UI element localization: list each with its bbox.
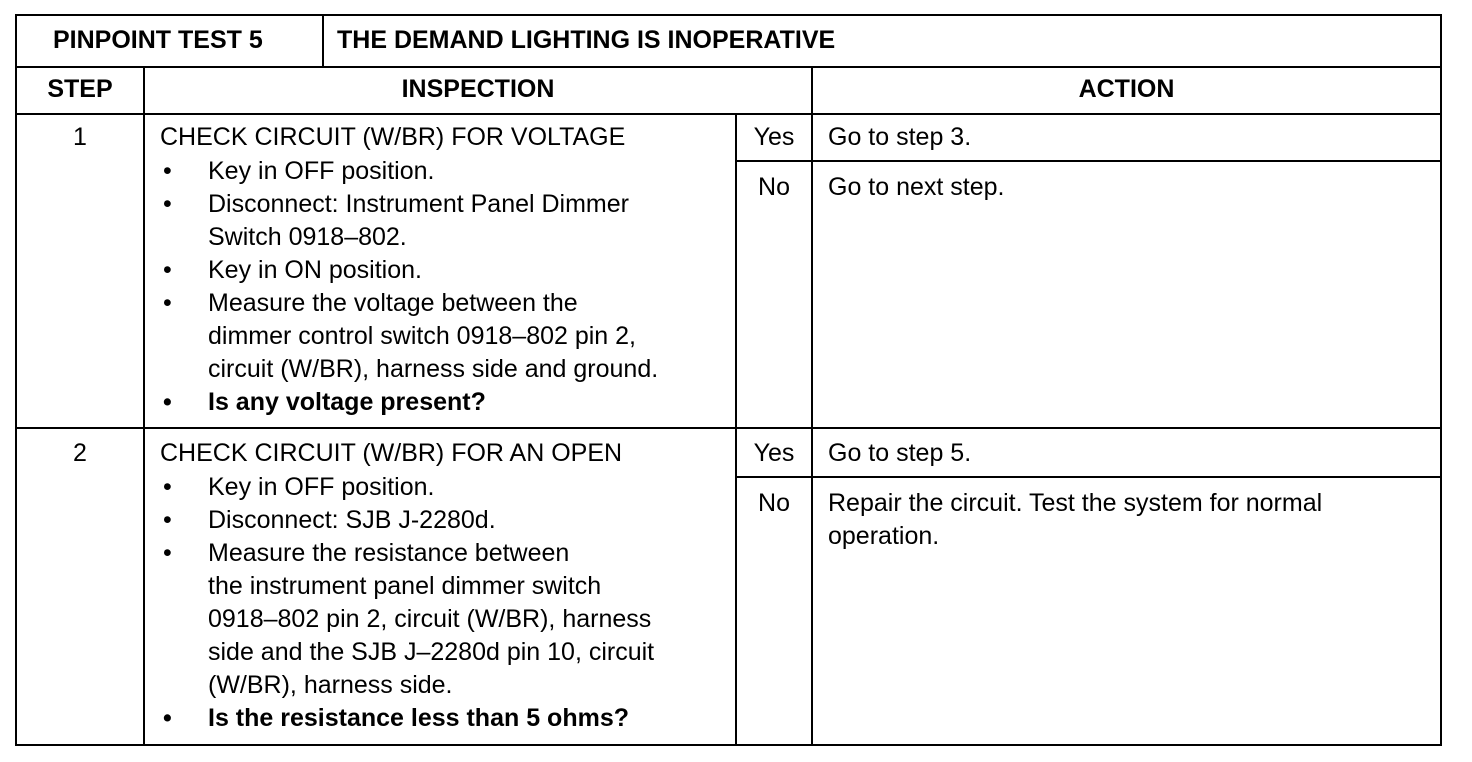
bullet-icon: • xyxy=(163,539,172,567)
bullet-icon: • xyxy=(163,506,172,534)
step-heading: CHECK CIRCUIT (W/BR) FOR AN OPEN xyxy=(160,439,623,467)
no-action: Go to next step. xyxy=(828,173,1005,201)
list-item: • Key in OFF position. xyxy=(160,471,654,504)
no-action: Repair the circuit. Test the system for normal operation. xyxy=(828,489,1323,550)
column-header-action: ACTION xyxy=(1078,75,1175,103)
inspection-list xyxy=(160,471,654,735)
yes-label: Yes xyxy=(753,439,795,467)
rule-yesno-column xyxy=(735,113,737,746)
rule-step1-yes-no xyxy=(735,160,1442,162)
yes-action: Go to step 5. xyxy=(828,439,972,467)
step-number: 1 xyxy=(73,123,87,151)
list-item-question: • Is any voltage present? xyxy=(160,386,658,419)
list-item: • Disconnect: SJB J-2280d. xyxy=(160,504,654,537)
bullet-icon: • xyxy=(163,473,172,501)
rule-action-column xyxy=(811,66,813,746)
rule-bottom xyxy=(15,744,1442,746)
list-item: • Measure the resistance between the instrument panel dimmer switch 0918–802 pin 2, circuit (W/BR), harness side and the SJB J–2280d pin 10, circuit (W/BR), harness side. xyxy=(163,539,655,699)
list-item: • Disconnect: Instrument Panel Dimmer Switch 0918–802. xyxy=(163,190,629,251)
rule-top xyxy=(15,14,1442,16)
list-item: • Key in ON position. xyxy=(160,254,658,287)
bullet-icon: • xyxy=(163,157,172,185)
rule-right xyxy=(1440,14,1442,746)
bullet-icon: • xyxy=(163,256,172,284)
bullet-icon: • xyxy=(163,704,172,732)
no-label: No xyxy=(758,173,790,201)
bullet-icon: • xyxy=(163,289,172,317)
list-item: • Key in OFF position. xyxy=(160,155,658,188)
inspection-list xyxy=(160,155,658,419)
column-header-inspection: INSPECTION xyxy=(401,75,555,103)
test-title: THE DEMAND LIGHTING IS INOPERATIVE xyxy=(337,26,836,54)
test-id: PINPOINT TEST 5 xyxy=(53,26,263,54)
step-number: 2 xyxy=(73,439,87,467)
rule-header-bottom xyxy=(15,66,1442,68)
rule-header-split xyxy=(322,14,324,68)
bullet-icon: • xyxy=(163,388,172,416)
no-label: No xyxy=(758,489,790,517)
rule-step-column xyxy=(143,66,145,746)
rule-columns-bottom xyxy=(15,113,1442,115)
bullet-icon: • xyxy=(163,190,172,218)
yes-label: Yes xyxy=(753,123,795,151)
rule-step2-yes-no xyxy=(735,476,1442,478)
step-heading: CHECK CIRCUIT (W/BR) FOR VOLTAGE xyxy=(160,123,626,151)
rule-step-divider xyxy=(15,427,1442,429)
column-header-step: STEP xyxy=(47,75,113,103)
yes-action: Go to step 3. xyxy=(828,123,972,151)
list-item-question: • Is the resistance less than 5 ohms? xyxy=(160,702,654,735)
list-item: • Measure the voltage between the dimmer control switch 0918–802 pin 2, circuit (W/BR), harness side and ground. xyxy=(163,289,659,383)
